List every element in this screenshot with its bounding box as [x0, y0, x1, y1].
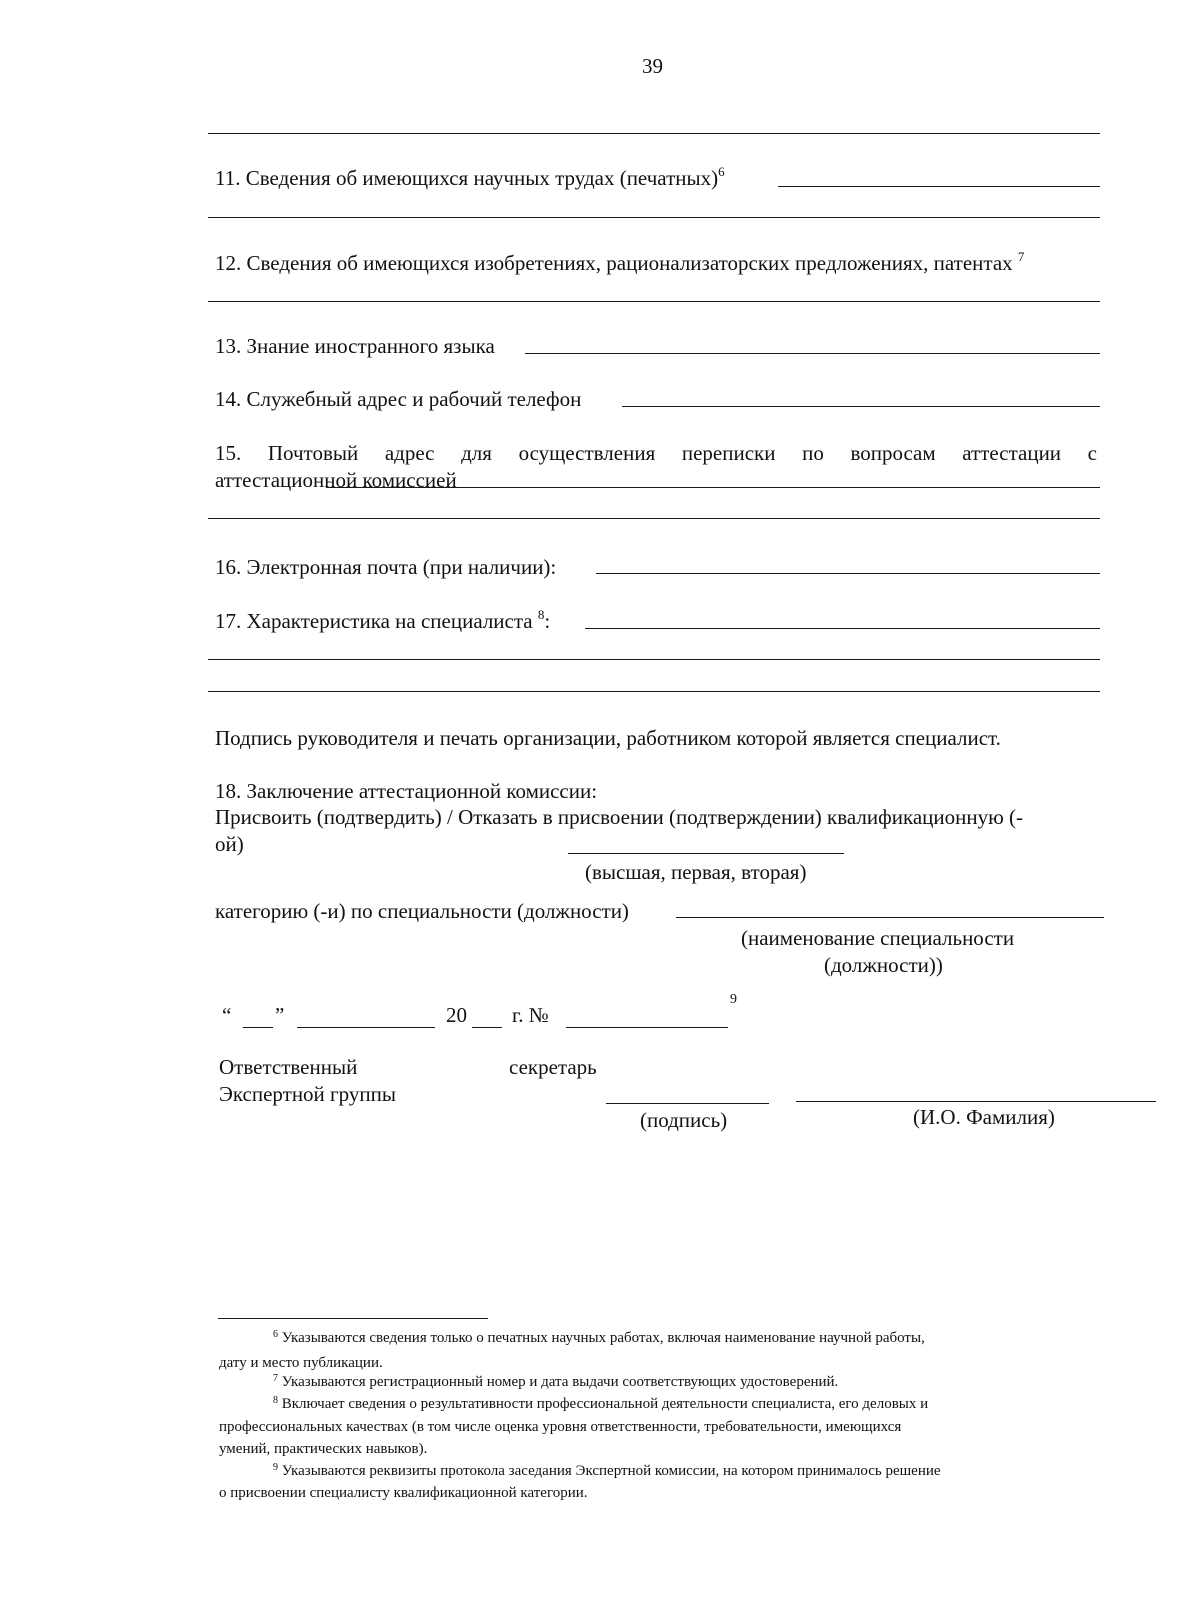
signature-caption: (подпись) [640, 1108, 728, 1132]
footnote-6-line-1: $^6$ Указываются сведения только о печатных научных работах, включая наименование научной работы, [273, 1329, 925, 1346]
conclusion-line-2: ой) [215, 832, 244, 856]
item-11-field-continued[interactable] [208, 217, 1100, 218]
footnote-ref: 6 [718, 164, 725, 179]
date-day-field[interactable] [243, 1027, 273, 1028]
conclusion-line-1: Присвоить (подтвердить) / Отказать в присвоении (подтверждении) квалификационную (- [215, 805, 1024, 829]
specialty-label: категорию (-и) по специальности (должности) [215, 899, 629, 923]
field-line [208, 133, 1100, 134]
specialty-field[interactable] [676, 917, 1104, 918]
item-17-field-continued[interactable] [208, 659, 1100, 660]
conclusion-heading: 18. Заключение аттестационной комиссии: [215, 779, 598, 803]
category-field[interactable] [568, 853, 844, 854]
footnote-8-line-3: умений, практических навыков). [219, 1441, 428, 1457]
item-13-field[interactable] [525, 353, 1100, 354]
footnote-separator [218, 1318, 488, 1319]
page-number: 39 [642, 54, 663, 78]
category-hint: (высшая, первая, вторая) [585, 860, 807, 884]
item-17-label: 17. Характеристика на специалиста $^8$: [215, 607, 551, 633]
item-13-label: 13. Знание иностранного языка [215, 334, 495, 358]
footnote-9-line-1: $^9$ Указываются реквизиты протокола заседания Экспертной комиссии, на котором принималось решение [273, 1462, 941, 1479]
signature-note: Подпись руководителя и печать организации, работником которой является специалист. [215, 726, 1001, 750]
item-16-field[interactable] [596, 573, 1100, 574]
item-12-label: 12. Сведения об имеющихся изобретениях, рационализаторских предложениях, патентах $^7$ [215, 249, 1025, 275]
footnote-ref: 8 [537, 607, 545, 622]
item-17-field-continued-2[interactable] [208, 691, 1100, 692]
date-close-quote: ” [275, 1003, 285, 1027]
date-year-field[interactable] [472, 1027, 502, 1028]
date-month-field[interactable] [297, 1027, 435, 1028]
footnote-7-line-1: $^7$ Указываются регистрационный номер и дата выдачи соответствующих удостоверений. [273, 1373, 839, 1390]
responsible-label-2: Экспертной группы [219, 1082, 396, 1106]
footnote-8-line-2: профессиональных качествах (в том числе оценка уровня ответственности, требовательности, имеющихся [219, 1419, 902, 1435]
protocol-number-field[interactable] [566, 1027, 728, 1028]
date-year-prefix: 20 [446, 1003, 467, 1027]
item-16-label: 16. Электронная почта (при наличии): [215, 555, 557, 579]
footnote-6-line-2: дату и место публикации. [219, 1355, 383, 1371]
date-open-quote: “ [222, 1003, 232, 1027]
secretary-label: секретарь [509, 1055, 597, 1079]
item-12-field[interactable] [208, 301, 1100, 302]
name-field[interactable] [796, 1101, 1156, 1102]
responsible-label-1: Ответственный [219, 1055, 358, 1079]
footnote-ref: 7 [1017, 249, 1025, 264]
item-11-field[interactable] [778, 186, 1100, 187]
specialty-hint-1: (наименование специальности [741, 926, 1015, 950]
item-11-label: 11. Сведения об имеющихся научных трудах (печатных)$^6$ [215, 164, 725, 190]
signature-field[interactable] [606, 1103, 769, 1104]
item-15-label-cont: аттестационной комиссией [215, 468, 457, 492]
item-15-field-continued[interactable] [208, 518, 1100, 519]
item-14-label: 14. Служебный адрес и рабочий телефон [215, 387, 582, 411]
footnote-9-line-2: о присвоении специалисту квалификационной категории. [219, 1485, 588, 1501]
date-number-label: г. № [512, 1003, 549, 1027]
specialty-hint-2: (должности)) [824, 953, 943, 977]
item-17-field[interactable] [585, 628, 1100, 629]
item-15-label: 15. Почтовый адрес для осуществления переписки по вопросам аттестации с [215, 441, 1097, 465]
item-15-field[interactable] [326, 487, 1100, 488]
item-14-field[interactable] [622, 406, 1100, 407]
footnote-8-line-1: $^8$ Включает сведения о результативности профессиональной деятельности специалиста, его деловых и [273, 1395, 929, 1412]
footnote-ref: 9 [730, 992, 737, 1007]
name-caption: (И.О. Фамилия) [913, 1105, 1055, 1129]
